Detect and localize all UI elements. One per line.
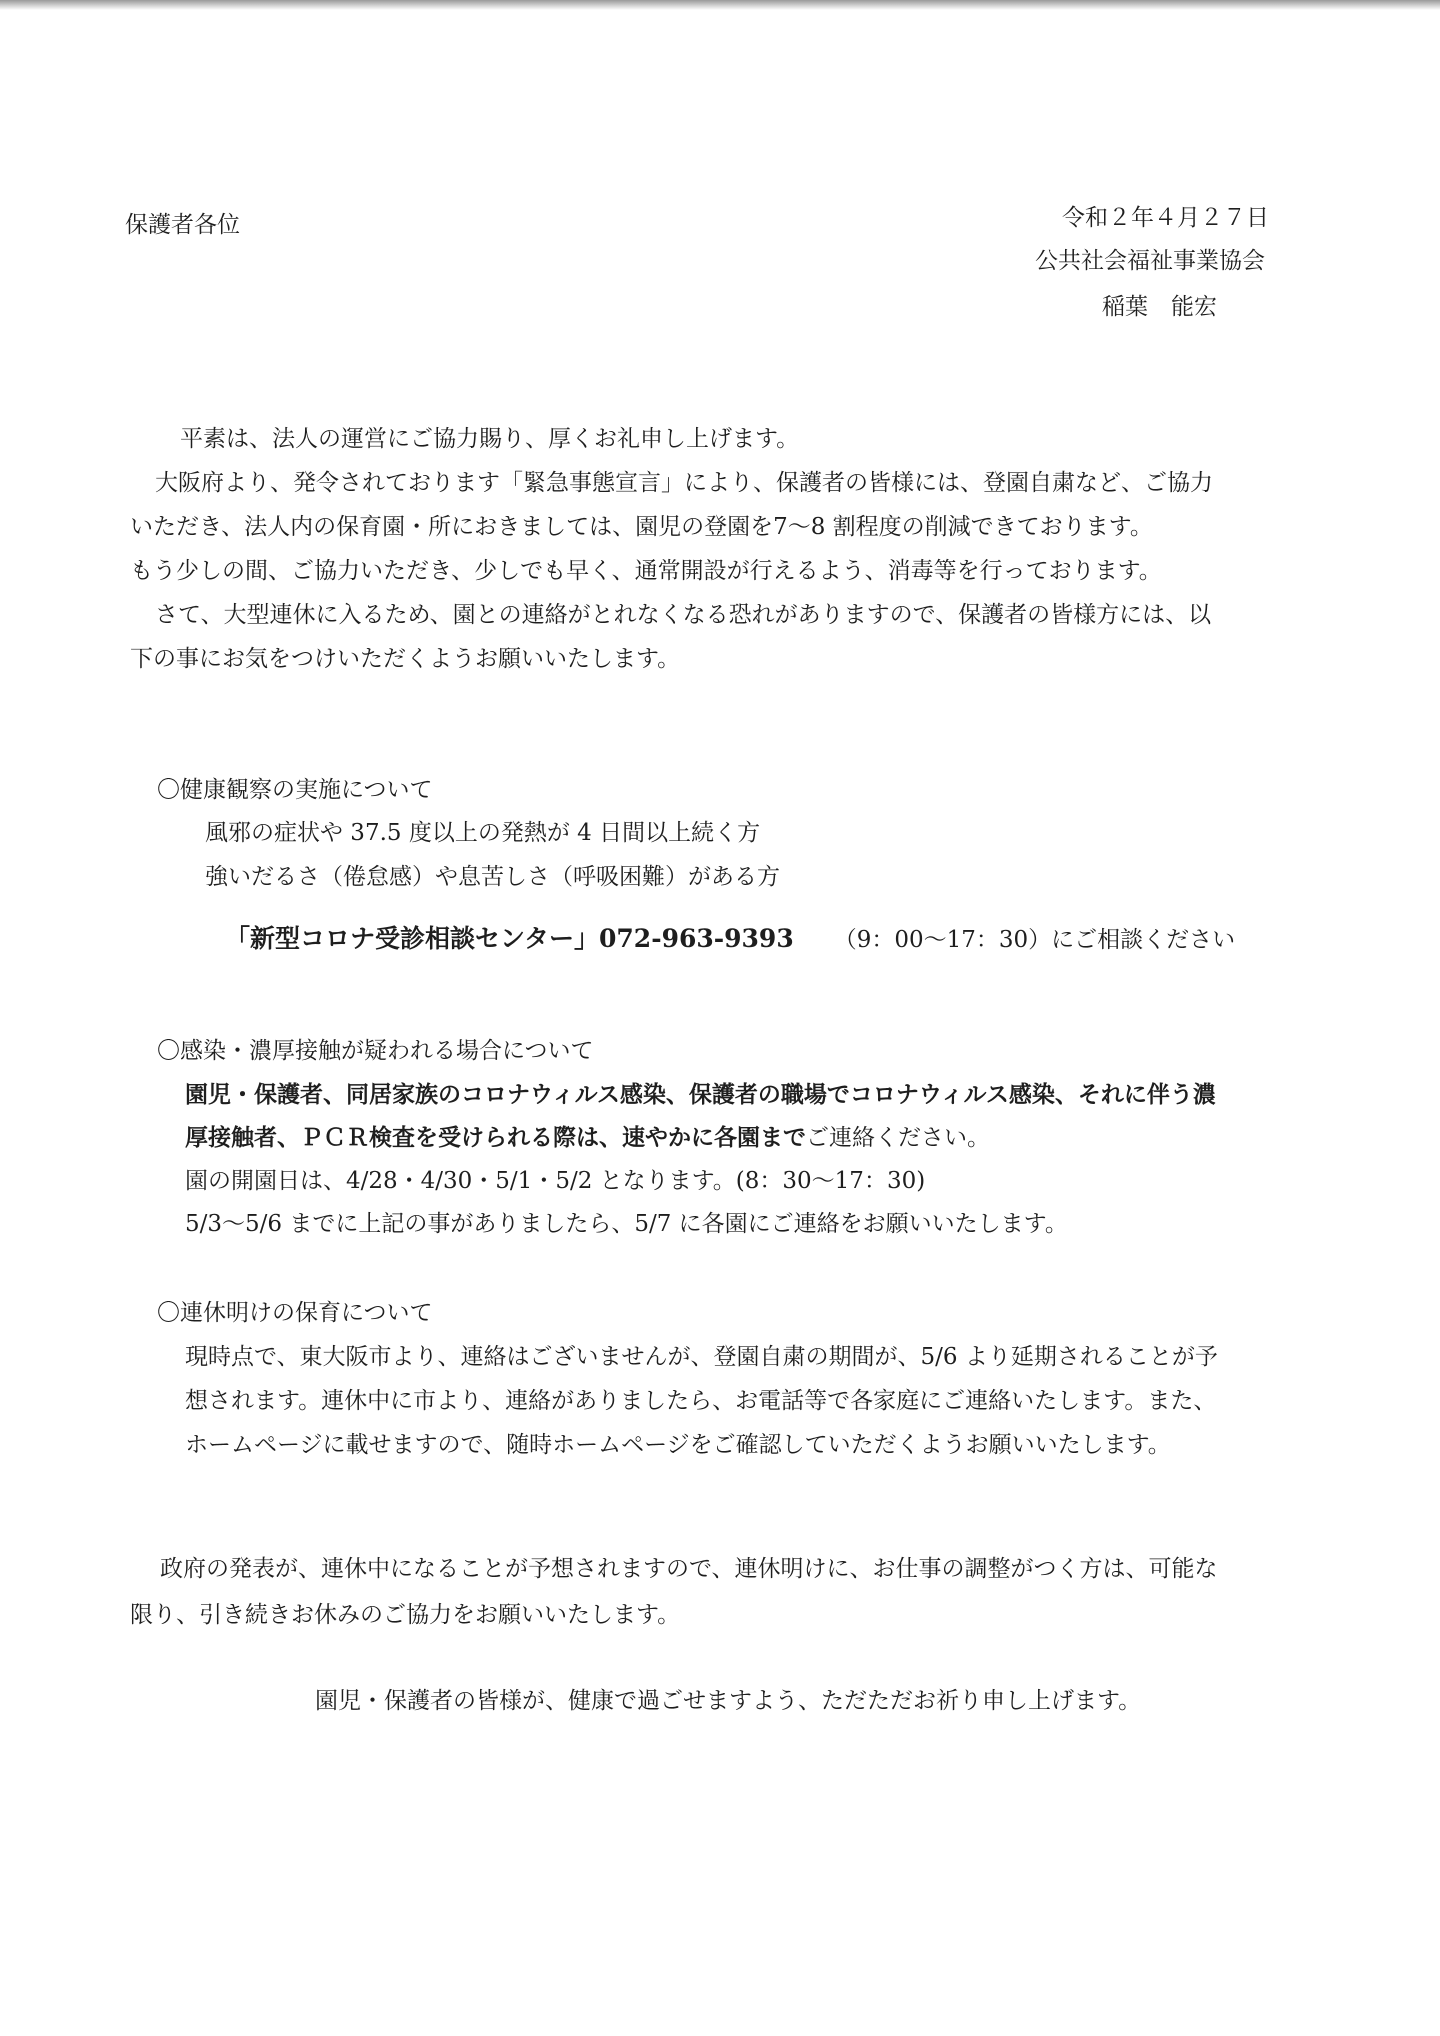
infection-line-3: 園の開園日は、4/28・4/30・5/1・5/2 となります。(8：30〜17：30) [185,1168,926,1194]
infection-line-2: 厚接触者、ＰＣＲ検査を受けられる際は、速やかに各園までご連絡ください。 [185,1124,990,1151]
intro-line-6: 下の事にお気をつけいただくようお願いいたします。 [130,646,681,672]
intro-line-3: いただき、法人内の保育園・所におきましては、園児の登園を7〜8 割程度の削減できております。 [130,514,1153,540]
closing-line-1: 政府の発表が、連休中になることが予想されますので、連休明けに、お仕事の調整がつく方は、可能な [160,1556,1218,1582]
addressee: 保護者各位 [125,212,240,238]
consultation-line [225,924,1235,955]
intro-line-5: さて、大型連休に入るため、園との連絡がとれなくなる恐れがありますので、保護者の皆様方には、以 [155,602,1212,628]
consultation-center: 「新型コロナ受診相談センター」 [225,924,600,953]
intro-line-4: もう少しの間、ご協力いただき、少しでも早く、通常開設が行えるよう、消毒等を行っております。 [130,558,1162,584]
consultation-phone: 072-963-9393 [599,924,794,953]
section-heading-holiday: 〇連休明けの保育について [157,1300,433,1326]
health-item-1: 風邪の症状や 37.5 度以上の発熱が 4 日間以上続く方 [205,820,761,846]
health-item-2: 強いだるさ（倦怠感）や息苦しさ（呼吸困難）がある方 [205,864,780,890]
closing-line-2: 限り、引き続きお休みのご協力をお願いいたします。 [130,1602,681,1628]
infection-line-1: 園児・保護者、同居家族のコロナウィルス感染、保護者の職場でコロナウィルス感染、それに伴う濃 [185,1081,1216,1108]
date: 令和２年４月２７日 [1062,205,1269,231]
holiday-line-2: 想されます。連休中に市より、連絡がありましたら、お電話等で各家庭にご連絡いたします。また、 [185,1388,1217,1414]
holiday-line-1: 現時点で、東大阪市より、連絡はございませんが、登園自粛の期間が、5/6 より延期されることが予 [185,1344,1218,1370]
closing-wish: 園児・保護者の皆様が、健康で過ごせますよう、ただただお祈り申し上げます。 [315,1688,1142,1714]
intro-line-1: 平素は、法人の運営にご協力賜り、厚くお礼申し上げます。 [180,426,800,452]
infection-line-4: 5/3〜5/6 までに上記の事がありましたら、5/7 に各園にご連絡をお願いいたします。 [185,1211,1068,1237]
consultation-hours: （9：00〜17：30）にご相談ください [833,927,1236,953]
holiday-line-3: ホームページに載せますので、随時ホームページをご確認していただくようお願いいたします。 [185,1432,1171,1458]
organization: 公共社会福祉事業協会 [1035,248,1265,274]
section-heading-health: 〇健康観察の実施について [157,777,433,803]
section-heading-infection: 〇感染・濃厚接触が疑われる場合について [157,1038,594,1064]
intro-line-2: 大阪府より、発令されております「緊急事態宣言」により、保護者の皆様には、登園自粛など、ご協力 [155,470,1213,496]
scan-edge [0,0,1440,10]
sender-name: 稲葉 能宏 [1102,294,1217,320]
